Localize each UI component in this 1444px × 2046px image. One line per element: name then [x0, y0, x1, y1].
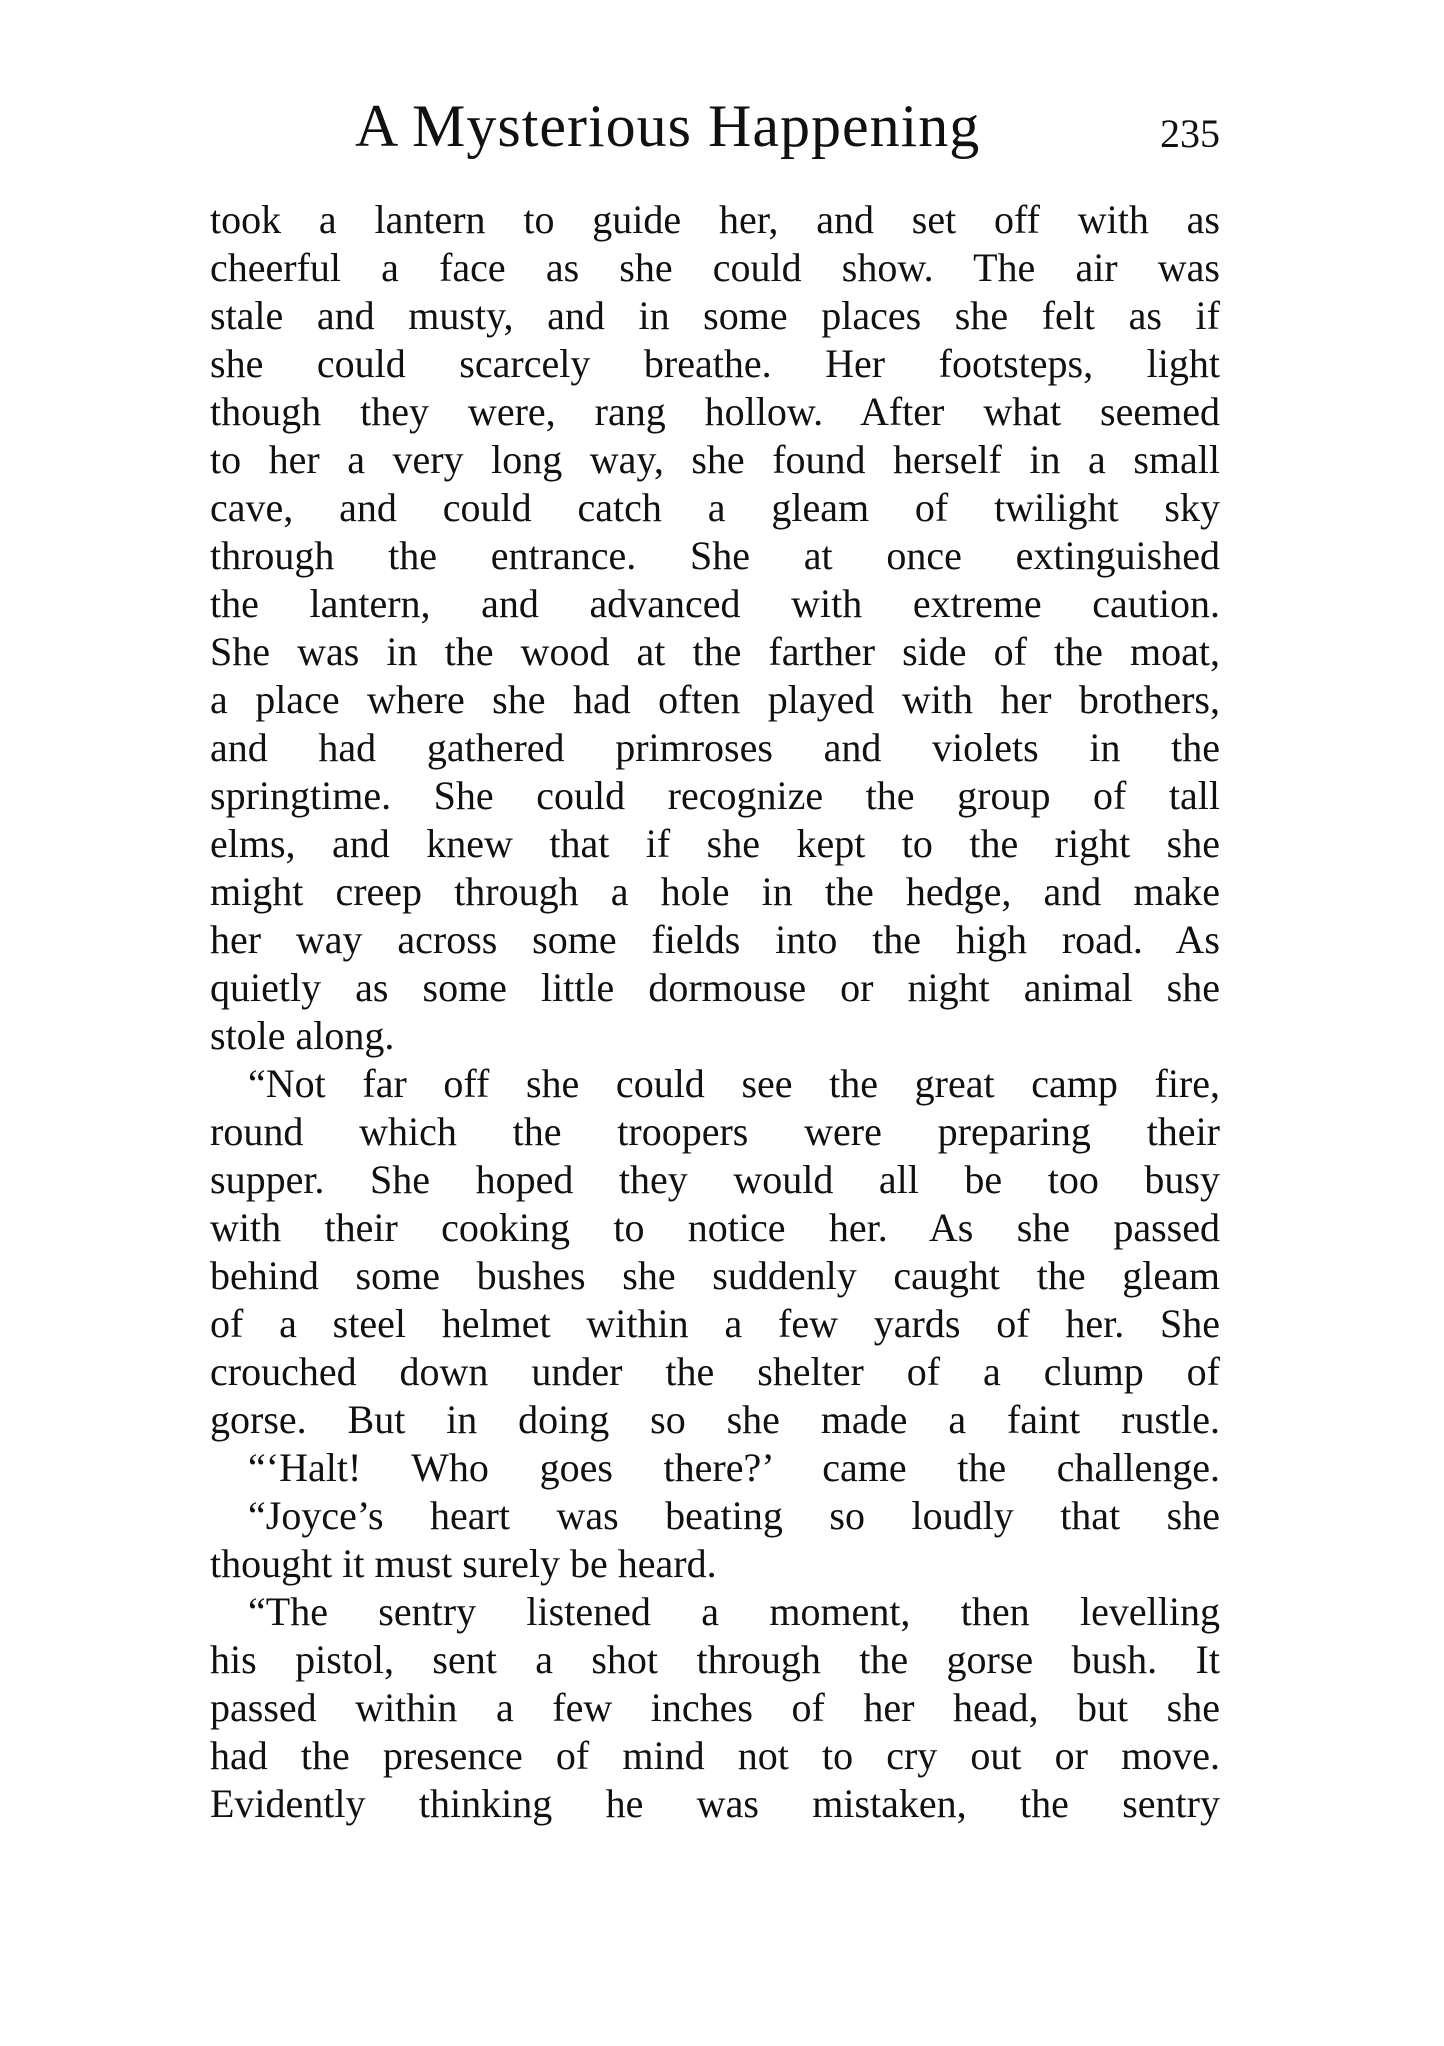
text-line: a place where she had often played with her brothers, — [210, 677, 1220, 722]
text-line: gorse. But in doing so she made a faint rustle. — [210, 1397, 1220, 1442]
text-line: “The sentry listened a moment, then levelling — [248, 1589, 1220, 1634]
text-line: “Not far off she could see the great camp fire, — [248, 1061, 1220, 1106]
text-line: elms, and knew that if she kept to the right she — [210, 821, 1220, 866]
page-number: 235 — [1160, 111, 1220, 156]
text-line: “Joyce’s heart was beating so loudly that she — [248, 1493, 1220, 1538]
text-line: might creep through a hole in the hedge, and make — [210, 869, 1220, 914]
text-line: with their cooking to notice her. As she passed — [210, 1205, 1220, 1250]
text-line: the lantern, and advanced with extreme caution. — [210, 581, 1220, 626]
text-line: springtime. She could recognize the group of tall — [210, 773, 1220, 818]
text-line: cheerful a face as she could show. The air was — [210, 245, 1220, 290]
text-line: her way across some fields into the high road. As — [210, 917, 1220, 962]
text-line: had the presence of mind not to cry out or move. — [210, 1733, 1220, 1778]
text-line: stole along. — [210, 1013, 395, 1058]
text-line: Evidently thinking he was mistaken, the sentry — [210, 1781, 1220, 1826]
text-line: to her a very long way, she found herself in a small — [210, 437, 1220, 482]
running-head — [210, 92, 1220, 172]
text-line: she could scarcely breathe. Her footsteps, light — [210, 341, 1220, 386]
text-line: his pistol, sent a shot through the gorse bush. It — [210, 1637, 1220, 1682]
text-line: of a steel helmet within a few yards of her. She — [210, 1301, 1220, 1346]
text-line: She was in the wood at the farther side of the moat, — [210, 629, 1220, 674]
text-line: quietly as some little dormouse or night animal she — [210, 965, 1220, 1010]
text-line: behind some bushes she suddenly caught the gleam — [210, 1253, 1220, 1298]
text-line: thought it must surely be heard. — [210, 1541, 717, 1586]
text-line: though they were, rang hollow. After what seemed — [210, 389, 1220, 434]
body-text — [210, 196, 1220, 1828]
chapter-title: A Mysterious Happening — [355, 93, 981, 159]
text-line: took a lantern to guide her, and set off with as — [210, 197, 1220, 242]
text-line: cave, and could catch a gleam of twilight sky — [210, 485, 1220, 530]
text-line: crouched down under the shelter of a clump of — [210, 1349, 1220, 1394]
text-line: “‘Halt! Who goes there?’ came the challenge. — [248, 1445, 1220, 1490]
text-line: supper. She hoped they would all be too busy — [210, 1157, 1220, 1202]
text-line: and had gathered primroses and violets in the — [210, 725, 1220, 770]
text-line: round which the troopers were preparing their — [210, 1109, 1220, 1154]
text-line: through the entrance. She at once extinguished — [210, 533, 1220, 578]
text-line: passed within a few inches of her head, but she — [210, 1685, 1220, 1730]
text-line: stale and musty, and in some places she felt as if — [210, 293, 1220, 338]
